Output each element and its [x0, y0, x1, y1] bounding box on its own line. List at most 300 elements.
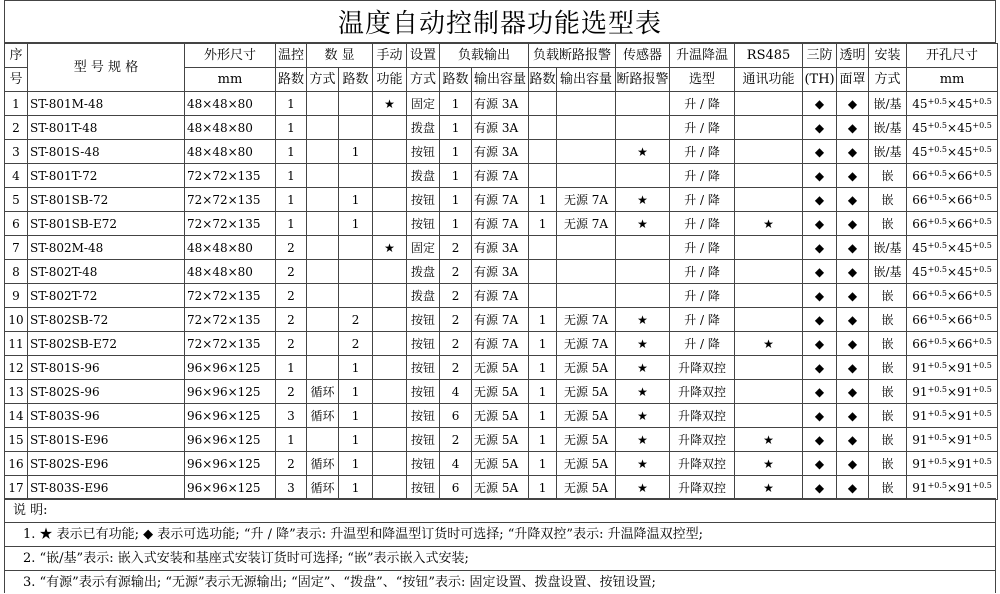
- cell-alarm-cap: 无源 7A: [557, 308, 616, 332]
- cell-alarm-cap: [557, 116, 616, 140]
- cell-sensor: ★: [616, 188, 670, 212]
- cell-size: 48×48×80: [185, 260, 276, 284]
- cutout-height: 91: [957, 456, 973, 471]
- cell-seq: 17: [5, 476, 28, 500]
- cell-proof: ◆: [803, 428, 837, 452]
- cutout-tolerance: +0.5: [972, 264, 992, 274]
- table-row: [5, 236, 998, 260]
- cell-setting: 按钮: [407, 428, 440, 452]
- cell-rs485: [735, 236, 803, 260]
- cell-alarm-cap: 无源 7A: [557, 212, 616, 236]
- cell-disp-ch: 1: [339, 188, 373, 212]
- cell-alarm-ch: 1: [529, 476, 557, 500]
- cell-setting: 固定: [407, 92, 440, 116]
- cell-disp-ch: [339, 236, 373, 260]
- cutout-width: 45: [912, 96, 928, 111]
- cell-sensor: ★: [616, 380, 670, 404]
- cell-updown: 升 / 降: [670, 92, 735, 116]
- cell-manual: [373, 212, 407, 236]
- cell-rs485: [735, 380, 803, 404]
- cell-disp-mode: [307, 116, 339, 140]
- cell-cover: ◆: [837, 428, 869, 452]
- cutout-tolerance: +0.5: [927, 480, 948, 490]
- cell-disp-mode: [307, 332, 339, 356]
- cell-load-ch: 1: [440, 92, 472, 116]
- cutout-width: 45: [912, 120, 928, 135]
- cell-temp-ch: 2: [276, 308, 307, 332]
- cell-temp-ch: 3: [276, 404, 307, 428]
- sheet-title: 温度自动控制器功能选型表: [4, 0, 996, 43]
- cell-rs485: [735, 164, 803, 188]
- cell-updown: 升降双控: [670, 380, 735, 404]
- cell-disp-ch: 1: [339, 380, 373, 404]
- cell-model: ST-802T-48: [28, 260, 185, 284]
- cell-updown: 升降双控: [670, 476, 735, 500]
- cell-seq: 6: [5, 212, 28, 236]
- cell-cover: ◆: [837, 140, 869, 164]
- cell-alarm-cap: [557, 164, 616, 188]
- cell-disp-ch: 1: [339, 452, 373, 476]
- cell-sensor: [616, 260, 670, 284]
- cell-setting: 按钮: [407, 380, 440, 404]
- cell-size: 48×48×80: [185, 92, 276, 116]
- cell-seq: 7: [5, 236, 28, 260]
- cell-load-cap: 无源 5A: [472, 452, 529, 476]
- cell-updown: 升 / 降: [670, 164, 735, 188]
- cell-load-cap: 有源 7A: [472, 188, 529, 212]
- table-row: [5, 92, 998, 116]
- cutout-times: ×: [947, 360, 958, 375]
- cell-disp-mode: [307, 260, 339, 284]
- cell-disp-ch: [339, 92, 373, 116]
- col-rs485-header-a: RS485: [735, 44, 803, 68]
- cell-seq: 3: [5, 140, 28, 164]
- cutout-width: 91: [912, 384, 928, 399]
- cell-install: 嵌/基: [869, 140, 907, 164]
- cell-cutout: [907, 404, 998, 428]
- cell-cutout: [907, 284, 998, 308]
- cutout-tolerance: +0.5: [972, 432, 992, 442]
- cutout-width: 91: [912, 432, 928, 447]
- cell-cover: ◆: [837, 188, 869, 212]
- cutout-tolerance: +0.5: [927, 312, 948, 322]
- cell-disp-mode: [307, 308, 339, 332]
- cell-updown: 升 / 降: [670, 332, 735, 356]
- cutout-tolerance: +0.5: [972, 360, 992, 370]
- col-proof-header-b: (TH): [803, 68, 837, 92]
- cell-disp-ch: [339, 284, 373, 308]
- cell-alarm-ch: [529, 140, 557, 164]
- cell-load-cap: 无源 5A: [472, 476, 529, 500]
- cell-temp-ch: 1: [276, 116, 307, 140]
- table-row: [5, 164, 998, 188]
- cell-load-cap: 无源 5A: [472, 380, 529, 404]
- cell-sensor: [616, 164, 670, 188]
- cell-setting: 拨盘: [407, 260, 440, 284]
- cell-size: 96×96×125: [185, 356, 276, 380]
- cutout-tolerance: +0.5: [927, 120, 948, 130]
- cutout-tolerance: +0.5: [972, 456, 992, 466]
- cell-setting: 按钮: [407, 452, 440, 476]
- selection-table: [4, 43, 998, 500]
- col-setting-header-b: 方式: [407, 68, 440, 92]
- cell-cutout: [907, 356, 998, 380]
- cell-alarm-cap: [557, 284, 616, 308]
- cell-alarm-cap: [557, 140, 616, 164]
- cell-cover: ◆: [837, 404, 869, 428]
- cell-updown: 升降双控: [670, 452, 735, 476]
- cell-alarm-cap: 无源 5A: [557, 428, 616, 452]
- cutout-height: 66: [957, 192, 973, 207]
- cutout-height: 45: [957, 96, 973, 111]
- cell-load-ch: 6: [440, 476, 472, 500]
- cell-alarm-ch: [529, 92, 557, 116]
- cutout-tolerance: +0.5: [927, 192, 948, 202]
- cell-seq: 8: [5, 260, 28, 284]
- cell-proof: ◆: [803, 116, 837, 140]
- cell-disp-ch: 1: [339, 476, 373, 500]
- cell-disp-ch: 2: [339, 308, 373, 332]
- cell-proof: ◆: [803, 356, 837, 380]
- cell-cutout: [907, 188, 998, 212]
- cutout-width: 66: [912, 192, 928, 207]
- cell-disp-mode: [307, 92, 339, 116]
- col-alarm-cap-header: 输出容量: [557, 68, 616, 92]
- cell-size: 96×96×125: [185, 428, 276, 452]
- cell-disp-mode: [307, 140, 339, 164]
- col-temp-ch-header-a: 温控: [276, 44, 307, 68]
- cutout-width: 91: [912, 456, 928, 471]
- cutout-times: ×: [947, 408, 958, 423]
- cell-load-ch: 1: [440, 188, 472, 212]
- cell-disp-ch: 1: [339, 140, 373, 164]
- cutout-times: ×: [947, 456, 958, 471]
- col-sensor-header-a: 传感器: [616, 44, 670, 68]
- cell-seq: 16: [5, 452, 28, 476]
- cell-load-cap: 有源 3A: [472, 260, 529, 284]
- cell-load-cap: 有源 3A: [472, 140, 529, 164]
- cell-sensor: ★: [616, 452, 670, 476]
- cell-load-ch: 1: [440, 164, 472, 188]
- cell-setting: 按钮: [407, 404, 440, 428]
- cutout-height: 45: [957, 264, 973, 279]
- cell-model: ST-802SB-E72: [28, 332, 185, 356]
- cell-sensor: [616, 92, 670, 116]
- col-load-cap-header: 输出容量: [472, 68, 529, 92]
- cutout-width: 45: [912, 144, 928, 159]
- cell-seq: 14: [5, 404, 28, 428]
- table-row: [5, 428, 998, 452]
- cell-rs485: [735, 116, 803, 140]
- cutout-times: ×: [947, 432, 958, 447]
- cell-disp-ch: [339, 260, 373, 284]
- cell-load-cap: 有源 7A: [472, 308, 529, 332]
- cell-rs485: [735, 92, 803, 116]
- col-seq-header-a: 序: [5, 44, 28, 68]
- cell-cover: ◆: [837, 476, 869, 500]
- cell-alarm-ch: 1: [529, 452, 557, 476]
- cell-model: ST-803S-96: [28, 404, 185, 428]
- col-rs485-header-b: 通讯功能: [735, 68, 803, 92]
- col-temp-ch-header-b: 路数: [276, 68, 307, 92]
- cell-disp-mode: [307, 356, 339, 380]
- cutout-tolerance: +0.5: [927, 336, 948, 346]
- cell-updown: 升降双控: [670, 428, 735, 452]
- cell-load-ch: 1: [440, 116, 472, 140]
- cell-seq: 5: [5, 188, 28, 212]
- cell-manual: [373, 428, 407, 452]
- cell-cutout: [907, 380, 998, 404]
- col-cover-header-b: 面罩: [837, 68, 869, 92]
- col-load-ch-header: 路数: [440, 68, 472, 92]
- cell-rs485: [735, 404, 803, 428]
- cell-temp-ch: 1: [276, 164, 307, 188]
- cell-install: 嵌: [869, 452, 907, 476]
- cutout-width: 66: [912, 216, 928, 231]
- cutout-tolerance: +0.5: [927, 456, 948, 466]
- note-line-2: 2. “嵌/基”表示: 嵌入式安装和基座式安装订货时可选择; “嵌”表示嵌入式安装;: [5, 546, 995, 569]
- table-row: [5, 452, 998, 476]
- cutout-tolerance: +0.5: [972, 144, 992, 154]
- cell-manual: [373, 116, 407, 140]
- cell-disp-ch: [339, 116, 373, 140]
- cutout-tolerance: +0.5: [927, 432, 948, 442]
- cell-rs485: [735, 188, 803, 212]
- cell-cutout: [907, 116, 998, 140]
- cell-updown: 升 / 降: [670, 140, 735, 164]
- cell-temp-ch: 2: [276, 452, 307, 476]
- cutout-tolerance: +0.5: [972, 384, 992, 394]
- cell-disp-mode: [307, 428, 339, 452]
- cell-proof: ◆: [803, 164, 837, 188]
- cell-proof: ◆: [803, 452, 837, 476]
- cutout-width: 91: [912, 480, 928, 495]
- cell-disp-mode: 循环: [307, 380, 339, 404]
- col-proof-header-a: 三防: [803, 44, 837, 68]
- cell-setting: 拨盘: [407, 284, 440, 308]
- cell-disp-ch: [339, 164, 373, 188]
- cutout-tolerance: +0.5: [972, 216, 992, 226]
- cell-model: ST-802M-48: [28, 236, 185, 260]
- cutout-tolerance: +0.5: [927, 96, 948, 106]
- cell-load-cap: 有源 7A: [472, 212, 529, 236]
- cutout-height: 91: [957, 408, 973, 423]
- cell-seq: 2: [5, 116, 28, 140]
- cutout-height: 45: [957, 120, 973, 135]
- cutout-times: ×: [947, 168, 958, 183]
- cell-temp-ch: 2: [276, 380, 307, 404]
- cell-alarm-ch: 1: [529, 356, 557, 380]
- cell-manual: [373, 332, 407, 356]
- cell-temp-ch: 2: [276, 332, 307, 356]
- cell-model: ST-803S-E96: [28, 476, 185, 500]
- cell-sensor: [616, 116, 670, 140]
- cell-manual: [373, 452, 407, 476]
- cell-size: 72×72×135: [185, 164, 276, 188]
- cell-install: 嵌: [869, 404, 907, 428]
- col-updown-header-a: 升温降温: [670, 44, 735, 68]
- cell-alarm-ch: [529, 284, 557, 308]
- cell-install: 嵌/基: [869, 92, 907, 116]
- cell-disp-mode: 循环: [307, 404, 339, 428]
- cell-sensor: ★: [616, 404, 670, 428]
- cell-disp-ch: 1: [339, 212, 373, 236]
- cell-alarm-ch: [529, 260, 557, 284]
- cell-sensor: ★: [616, 332, 670, 356]
- cell-alarm-cap: [557, 260, 616, 284]
- cell-rs485: ★: [735, 452, 803, 476]
- cell-sensor: ★: [616, 140, 670, 164]
- note-line-1: 1. ★ 表示已有功能; ◆ 表示可选功能; “升 / 降”表示: 升温型和降温型订货时可选择; “升降双控”表示: 升温降温双控型;: [5, 522, 995, 545]
- cell-size: 72×72×135: [185, 212, 276, 236]
- cell-disp-mode: [307, 284, 339, 308]
- table-row: [5, 380, 998, 404]
- cell-model: ST-802S-96: [28, 380, 185, 404]
- cell-load-ch: 2: [440, 428, 472, 452]
- header-row-1: [5, 44, 998, 68]
- cell-model: ST-801M-48: [28, 92, 185, 116]
- cutout-times: ×: [947, 384, 958, 399]
- cell-model: ST-801S-48: [28, 140, 185, 164]
- cell-seq: 9: [5, 284, 28, 308]
- cell-setting: 按钮: [407, 356, 440, 380]
- cutout-tolerance: +0.5: [972, 336, 992, 346]
- cutout-tolerance: +0.5: [927, 264, 948, 274]
- col-setting-header-a: 设置: [407, 44, 440, 68]
- cell-cover: ◆: [837, 452, 869, 476]
- cell-install: 嵌: [869, 356, 907, 380]
- cell-sensor: ★: [616, 476, 670, 500]
- cell-install: 嵌: [869, 380, 907, 404]
- cell-manual: [373, 188, 407, 212]
- cell-rs485: ★: [735, 212, 803, 236]
- cell-install: 嵌/基: [869, 116, 907, 140]
- cell-setting: 固定: [407, 236, 440, 260]
- cutout-tolerance: +0.5: [972, 120, 992, 130]
- cell-temp-ch: 1: [276, 356, 307, 380]
- cell-setting: 按钮: [407, 212, 440, 236]
- cell-temp-ch: 3: [276, 476, 307, 500]
- cell-disp-ch: 1: [339, 428, 373, 452]
- cell-alarm-cap: 无源 5A: [557, 380, 616, 404]
- cutout-width: 91: [912, 408, 928, 423]
- cutout-height: 66: [957, 288, 973, 303]
- cell-load-ch: 2: [440, 332, 472, 356]
- cell-proof: ◆: [803, 332, 837, 356]
- cell-load-cap: 有源 3A: [472, 92, 529, 116]
- cell-load-cap: 有源 7A: [472, 284, 529, 308]
- cell-alarm-cap: 无源 5A: [557, 452, 616, 476]
- cell-disp-ch: 1: [339, 356, 373, 380]
- cell-install: 嵌: [869, 164, 907, 188]
- cell-disp-ch: 1: [339, 404, 373, 428]
- cutout-tolerance: +0.5: [927, 288, 948, 298]
- cell-setting: 按钮: [407, 188, 440, 212]
- cell-cover: ◆: [837, 212, 869, 236]
- cell-alarm-cap: [557, 236, 616, 260]
- cell-model: ST-802SB-72: [28, 308, 185, 332]
- cell-updown: 升 / 降: [670, 212, 735, 236]
- col-disp-ch-header: 路数: [339, 68, 373, 92]
- cell-cover: ◆: [837, 164, 869, 188]
- cell-model: ST-801SB-72: [28, 188, 185, 212]
- cell-alarm-ch: [529, 236, 557, 260]
- cell-cutout: [907, 236, 998, 260]
- col-cover-header-a: 透明: [837, 44, 869, 68]
- cell-disp-mode: 循环: [307, 476, 339, 500]
- col-manual-header-b: 功能: [373, 68, 407, 92]
- cell-size: 72×72×135: [185, 188, 276, 212]
- cell-manual: [373, 380, 407, 404]
- cell-seq: 15: [5, 428, 28, 452]
- cutout-width: 66: [912, 288, 928, 303]
- cell-setting: 拨盘: [407, 164, 440, 188]
- cell-install: 嵌: [869, 308, 907, 332]
- cutout-tolerance: +0.5: [927, 240, 948, 250]
- cell-alarm-cap: 无源 5A: [557, 404, 616, 428]
- cell-manual: [373, 140, 407, 164]
- cell-cover: ◆: [837, 92, 869, 116]
- cell-load-ch: 6: [440, 404, 472, 428]
- cell-seq: 10: [5, 308, 28, 332]
- cell-alarm-cap: 无源 5A: [557, 476, 616, 500]
- cutout-height: 66: [957, 216, 973, 231]
- cutout-times: ×: [947, 288, 958, 303]
- cell-alarm-ch: 1: [529, 428, 557, 452]
- cutout-width: 66: [912, 336, 928, 351]
- col-display-header: 数 显: [307, 44, 373, 68]
- col-cutout-unit: mm: [907, 68, 998, 92]
- cell-cover: ◆: [837, 380, 869, 404]
- notes-heading: 说 明:: [5, 498, 995, 521]
- cell-cover: ◆: [837, 308, 869, 332]
- col-install-header-b: 方式: [869, 68, 907, 92]
- cutout-tolerance: +0.5: [972, 312, 992, 322]
- note-line-3: 3. “有源”表示有源输出; “无源”表示无源输出; “固定”、“拨盘”、“按钮”表示: 固定设置、拨盘设置、按钮设置;: [5, 570, 995, 593]
- cell-sensor: ★: [616, 212, 670, 236]
- cutout-tolerance: +0.5: [972, 168, 992, 178]
- cutout-height: 91: [957, 360, 973, 375]
- cutout-tolerance: +0.5: [972, 288, 992, 298]
- cell-load-ch: 2: [440, 308, 472, 332]
- cell-seq: 4: [5, 164, 28, 188]
- cutout-tolerance: +0.5: [927, 168, 948, 178]
- cell-cutout: [907, 140, 998, 164]
- cell-updown: 升 / 降: [670, 116, 735, 140]
- cutout-times: ×: [947, 312, 958, 327]
- cell-size: 72×72×135: [185, 284, 276, 308]
- cell-alarm-cap: 无源 5A: [557, 356, 616, 380]
- cell-manual: [373, 260, 407, 284]
- cell-cover: ◆: [837, 236, 869, 260]
- cell-cover: ◆: [837, 332, 869, 356]
- col-alarm-ch-header: 路数: [529, 68, 557, 92]
- col-size-unit: mm: [185, 68, 276, 92]
- cell-rs485: ★: [735, 332, 803, 356]
- cell-model: ST-802S-E96: [28, 452, 185, 476]
- cell-load-cap: 有源 7A: [472, 332, 529, 356]
- col-updown-header-b: 选型: [670, 68, 735, 92]
- cutout-times: ×: [947, 240, 958, 255]
- table-row: [5, 476, 998, 500]
- cutout-width: 66: [912, 312, 928, 327]
- cell-cover: ◆: [837, 356, 869, 380]
- cell-disp-mode: [307, 188, 339, 212]
- cell-install: 嵌: [869, 284, 907, 308]
- table-row: [5, 284, 998, 308]
- cutout-tolerance: +0.5: [927, 408, 948, 418]
- cutout-height: 66: [957, 168, 973, 183]
